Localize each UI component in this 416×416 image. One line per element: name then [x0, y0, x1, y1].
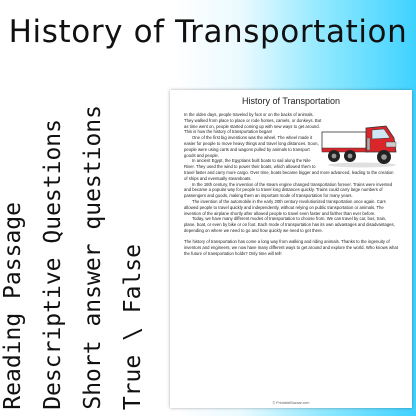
passage-paragraph: In the olden days, people traveled by foot or on the backs of animals. They walked from place to place or rode horses, camels, or donkeys. But as time went on, people started coming up with new ways to get around. This is how the history of transportation began!	[184, 112, 322, 135]
passage-paragraph: In ancient Egypt, the Egyptians built boats to sail along the Nile River. They used the wind to power their boats, which allowed them to travel faster and carry more cargo. Over time, boats became bigger and more advanced, leading to the creation of ships and eventually steamboats.	[184, 158, 394, 181]
label-true-false: True \ False	[120, 243, 146, 410]
passage-paragraph: One of the first big inventions was the wheel. The wheel made it easier for people to move heavy things and travel long distances. Soon, people were using carts and wagons pulled by animals to transport goods and people.	[184, 135, 319, 158]
label-reading-passage: Reading Passage	[0, 202, 26, 410]
reading-passage	[184, 112, 398, 257]
passage-paragraph: The history of transportation has come a long way from walking and riding animals. Thanks to the ingenuity of inventors and engineers, we now have many different ways to get around and explore the world. Who knows what the future of transportation holds? Only time will tell!	[184, 239, 398, 256]
worksheet-footer: © PrintableBazaar.com	[272, 401, 310, 405]
passage-paragraph: In the 19th century, the invention of the steam engine changed transportation forever. Trains were invented and became a popular way for people to travel long distances quickly. Trains could carry large numbers of passengers and goods, making them an important mode of transportation for many years.	[184, 181, 393, 199]
passage-paragraph: The invention of the automobile in the early 20th century revolutionized transportation once again. Cars allowed people to travel quickly and independently, without relying on public transportation or animals. The invention of the airplane shortly after allowed people to travel even faster and farther than ever before.	[184, 198, 386, 216]
label-short-answer-questions: Short answer questions	[80, 105, 106, 410]
worksheet-preview	[170, 90, 412, 408]
worksheet-title: History of Transportation	[241, 96, 341, 106]
page-title: History of Transportation	[8, 14, 408, 50]
passage-paragraph: Today, we have many different modes of transportation to choose from. We can travel by car, bus, train, plane, boat, or even by bike or on foot. Each mode of transportation has its own advantages and disadvantages, depending on where we need to go and how quickly we need to get there.	[184, 216, 395, 233]
label-descriptive-questions: Descriptive Questions	[40, 119, 66, 410]
side-labels	[0, 50, 160, 410]
